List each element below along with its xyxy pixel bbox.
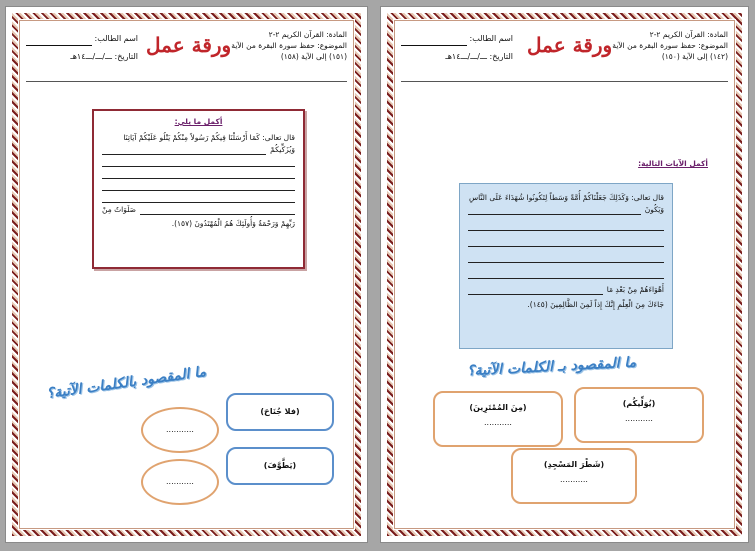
verse-line-2: وَيُزَكِّيكُمْ <box>270 145 295 154</box>
worksheet-title: ورقة عمل <box>527 33 613 57</box>
word-label: (مِنَ المُمْتَرِينَ) <box>469 403 527 412</box>
word-label: (يَطَّوَّفَ) <box>263 461 297 470</box>
answer-line[interactable] <box>102 167 295 179</box>
header-divider <box>26 81 347 82</box>
word-card-1 <box>574 387 704 443</box>
header-divider <box>401 81 728 82</box>
answer-line[interactable] <box>468 251 664 263</box>
verse-range: (١٤٢) إلى الآية (١٥٠) <box>661 52 728 61</box>
page-header <box>401 29 728 79</box>
topic-line: الموضوع: حفظ سورة البقرة من الآية <box>231 41 347 50</box>
subject-line: المادة: القرآن الكريم ٢-٢ <box>649 30 728 39</box>
word-label: (شَطْرَ المَسْجِدِ) <box>543 460 605 469</box>
answer-line[interactable] <box>468 219 664 231</box>
verse-line-1: قال تعالى: كَمَا أَرْسَلْنَا فِيكُمْ رَسُولاً مِنْكُمْ يَتْلُو عَلَيْكُمْ آيَاتِنَا <box>123 133 295 142</box>
date-field[interactable]: التاريخ: ـــ/ـــ/ـــ١٤هـ <box>70 52 138 61</box>
verse-line-4: رَبِّهِمْ وَرَحْمَةٌ وَأُولَئِكَ هُمُ الْمُهْتَدُونَ (١٥٧). <box>171 219 295 228</box>
word-card-2 <box>226 447 334 485</box>
box-title: أكمل ما يلي: <box>174 117 223 126</box>
student-info <box>26 35 138 64</box>
answer-line[interactable] <box>102 191 295 203</box>
answer-blank[interactable]: ........... <box>484 418 512 427</box>
verse-line-3: أَهْوَاءَهُمْ مِنْ بَعْدِ مَا <box>606 285 664 294</box>
student-name-field[interactable] <box>26 35 138 46</box>
answer-blank[interactable]: ........... <box>625 414 653 423</box>
answer-line[interactable] <box>468 203 641 215</box>
answer-line[interactable] <box>102 143 266 155</box>
student-name-field[interactable] <box>401 35 513 46</box>
answer-line[interactable] <box>468 235 664 247</box>
wordart-heading: ما المقصود بالكلمات الآتية؟ <box>45 363 207 403</box>
student-name-label: اسم الطالب: <box>467 32 513 46</box>
word-card-3 <box>511 448 637 504</box>
word-label: (يُوَلِّيكُم) <box>622 399 656 408</box>
student-info <box>401 35 513 64</box>
answer-oval-1[interactable] <box>141 407 219 453</box>
worksheet-page-left <box>5 6 368 543</box>
answer-line[interactable] <box>468 283 603 295</box>
subject-line: المادة: القرآن الكريم ٢-٢ <box>268 30 347 39</box>
worksheet-page-right <box>380 6 749 543</box>
answer-line[interactable] <box>140 203 295 215</box>
date-field[interactable]: التاريخ: ـــ/ـــ/ـــ١٤هـ <box>445 52 513 61</box>
verse-range: (١٥١) إلى الآية (١٥٨) <box>280 52 347 61</box>
answer-line[interactable] <box>102 179 295 191</box>
complete-verse-box <box>459 183 673 349</box>
student-name-label: اسم الطالب: <box>92 32 138 46</box>
page-header <box>26 29 347 79</box>
topic-line: الموضوع: حفظ سورة البقرة من الآية <box>612 41 728 50</box>
header-info <box>612 29 728 62</box>
answer-blank: ........... <box>166 477 194 486</box>
wordart-heading: ما المقصود بـ الكلمات الآتية؟ <box>466 354 637 380</box>
complete-verse-box <box>92 109 305 269</box>
worksheet-title: ورقة عمل <box>146 33 232 57</box>
answer-blank[interactable]: ........... <box>560 475 588 484</box>
verse-line-1: قال تعالى: وَكَذَلِكَ جَعَلْنَاكُمْ أُمَّةً وَسَطاً لِتَكُونُوا شُهَدَاءَ عَلَى النَّاسِ <box>468 193 664 202</box>
word-card-2 <box>433 391 563 447</box>
word-card-1 <box>226 393 334 431</box>
answer-blank: ........... <box>166 425 194 434</box>
answer-line[interactable] <box>468 267 664 279</box>
verse-line-2: وَيَكُونَ <box>644 205 664 214</box>
word-label: (فلا جُنَاحَ) <box>260 407 300 416</box>
section-title: أكمل الآيات التالية: <box>638 159 708 168</box>
verse-line-3: صَلَوَاتٌ مِنْ <box>102 205 136 214</box>
answer-line[interactable] <box>102 155 295 167</box>
answer-oval-2[interactable] <box>141 459 219 505</box>
verse-line-4: جَاءَكَ مِنَ الْعِلْمِ إِنَّكَ إِذاً لَمِنَ الظَّالِمِينَ (١٤٥). <box>527 300 664 309</box>
header-info <box>231 29 347 62</box>
